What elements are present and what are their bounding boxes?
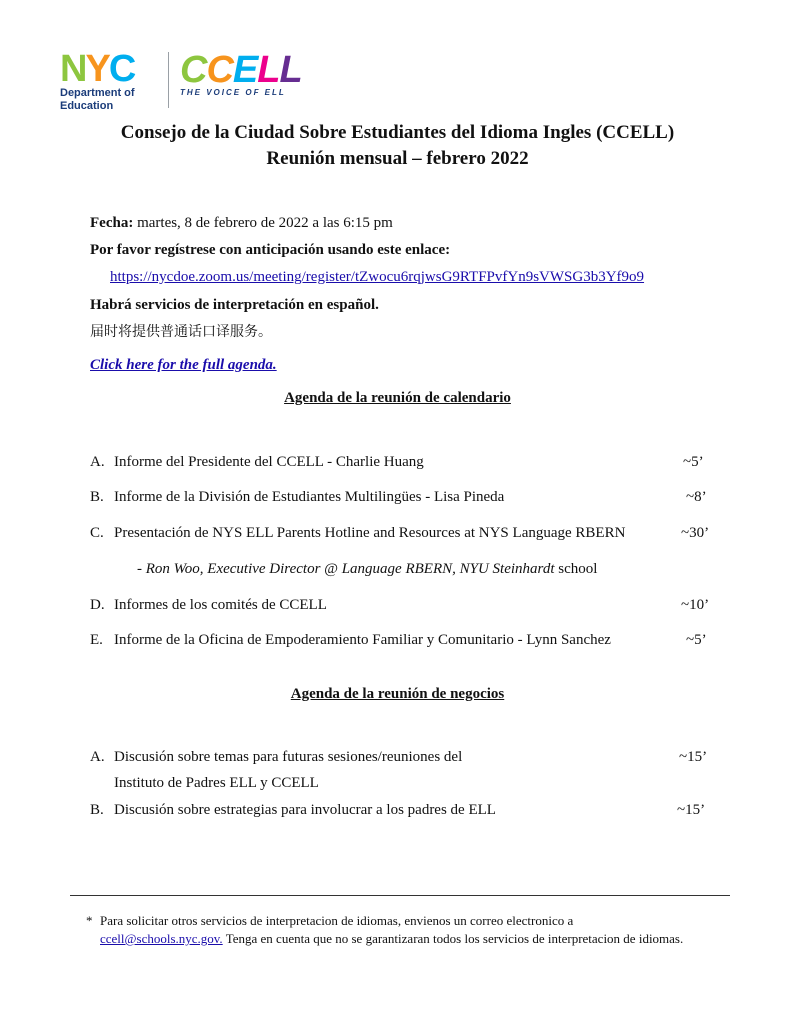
business-item-a-minutes: ~15’ xyxy=(679,749,708,765)
calendar-item-a: A. Informe del Presidente del CCELL - Charlie Huang xyxy=(90,454,424,470)
business-agenda-heading: Agenda de la reunión de negocios xyxy=(290,686,505,702)
calendar-item-b: B. Informe de la División de Estudiantes Multilingües - Lisa Pineda xyxy=(90,489,505,505)
calendar-item-c: C. Presentación de NYS ELL Parents Hotline and Resources at NYS Language RBERN xyxy=(90,525,626,541)
ccell-logo-letters: CCELL xyxy=(180,49,302,91)
register-instruction: Por favor regístrese con anticipación usando este enlace: xyxy=(90,242,451,258)
full-agenda-link[interactable]: Click here for the full agenda. xyxy=(90,357,277,373)
chinese-interpretation: 届时将提供普通话口译服务。 xyxy=(90,324,272,340)
calendar-item-d: D. Informes de los comités de CCELL xyxy=(90,597,327,613)
full-agenda-line xyxy=(90,356,277,374)
footnote-text-2: Tenga en cuenta que no se garantizaran todos los servicios de interpretacion de idiomas. xyxy=(222,931,684,946)
nyc-doe-logo xyxy=(60,48,160,112)
business-item-a: A. Discusión sobre temas para futuras sesiones/reuniones del xyxy=(90,749,463,765)
calendar-item-c-minutes: ~30’ xyxy=(681,525,710,541)
fecha-line xyxy=(90,214,393,232)
nyc-logo-letters: NYC xyxy=(60,48,135,90)
register-link-line xyxy=(110,268,644,286)
spanish-interpretation: Habrá servicios de interpretación en español. xyxy=(90,297,379,313)
register-link[interactable]: https://nycdoe.zoom.us/meeting/register/tZwocu6rqjwsG9RTFPvfYn9sVWSG3b3Yf9o9 xyxy=(110,269,645,285)
footer-divider xyxy=(70,895,730,896)
document-subtitle: Reunión mensual – febrero 2022 xyxy=(266,148,529,169)
calendar-item-e-minutes: ~5’ xyxy=(686,632,707,648)
fecha-value: martes, 8 de febrero de 2022 a las 6:15 pm xyxy=(137,215,393,231)
ccell-logo xyxy=(180,50,300,110)
calendar-item-b-minutes: ~8’ xyxy=(686,489,707,505)
business-item-a-line2: Instituto de Padres ELL y CCELL xyxy=(114,775,319,791)
fecha-label: Fecha: xyxy=(90,215,134,231)
doe-label-2: Education xyxy=(60,100,114,112)
footnote: * Para solicitar otros servicios de interpretacion de idiomas, envienos un correo electronico a ccell@schools.nyc.gov. Tenga en cuenta que no se garantizaran todos los servicios de interpretacion de idiomas. xyxy=(86,913,684,946)
business-item-b: B. Discusión sobre estrategias para involucrar a los padres de ELL xyxy=(90,802,496,818)
footnote-text: Para solicitar otros servicios de interpretacion de idiomas, envienos un correo electronico a xyxy=(100,913,574,928)
calendar-agenda-heading: Agenda de la reunión de calendario xyxy=(284,390,511,406)
footnote-email-link[interactable]: ccell@schools.nyc.gov. xyxy=(100,931,223,946)
business-item-b-minutes: ~15’ xyxy=(677,802,706,818)
calendar-item-c-presenter: - Ron Woo, Executive Director @ Language RBERN, NYU Steinhardt school xyxy=(137,561,598,577)
calendar-item-d-minutes: ~10’ xyxy=(681,597,710,613)
document-title: Consejo de la Ciudad Sobre Estudiantes del Idioma Ingles (CCELL) xyxy=(120,122,675,143)
doe-label-1: Department of xyxy=(60,87,135,99)
ccell-tagline: THE VOICE OF ELL xyxy=(180,88,286,97)
logo-divider xyxy=(168,52,169,108)
calendar-item-a-minutes: ~5’ xyxy=(683,454,704,470)
calendar-item-e: E. Informe de la Oficina de Empoderamiento Familiar y Comunitario - Lynn Sanchez xyxy=(90,632,611,648)
